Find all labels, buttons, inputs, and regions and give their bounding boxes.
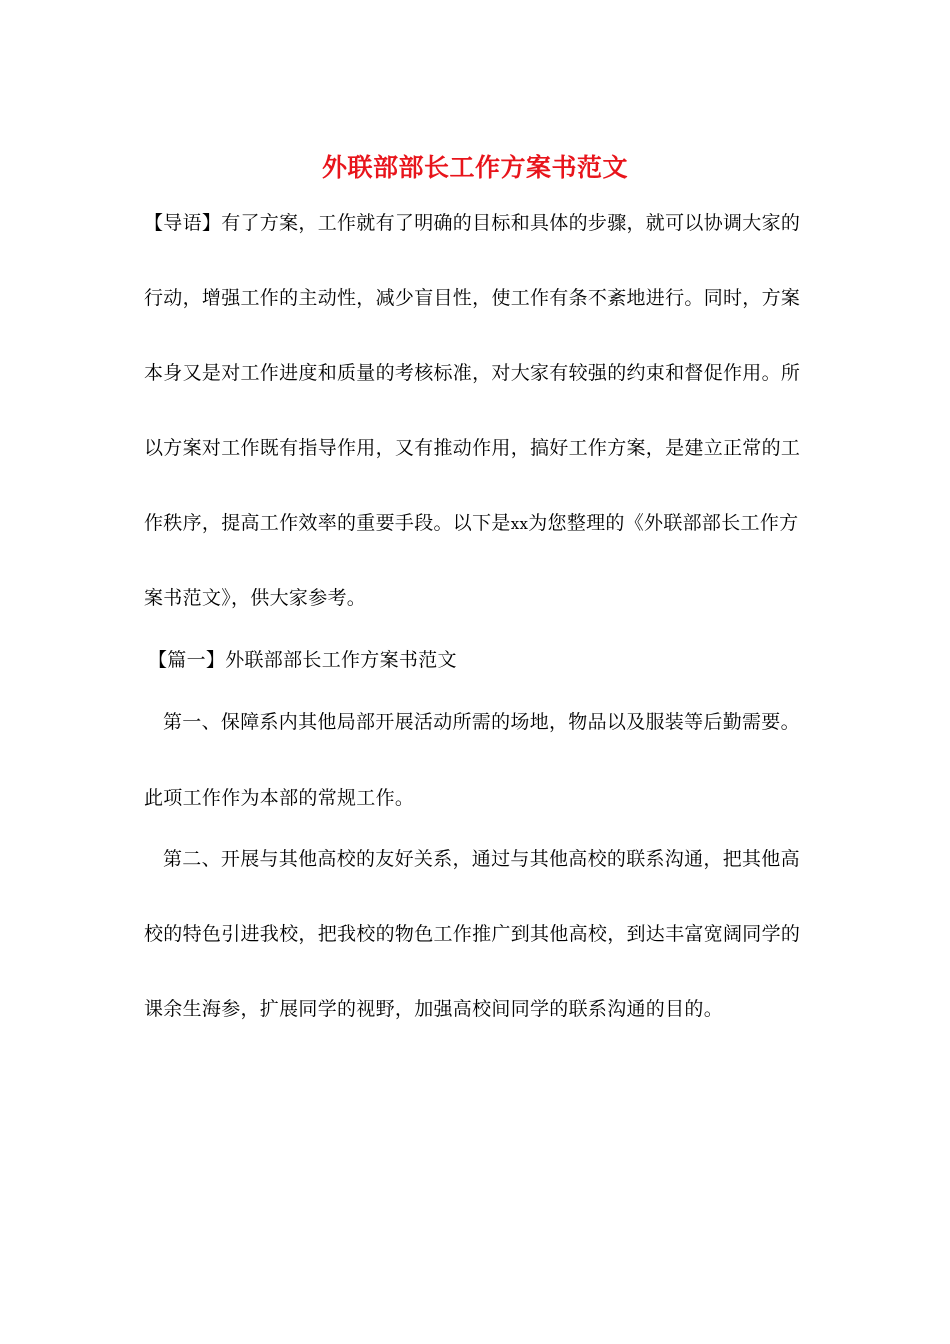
intro-line-4: 以方案对工作既有指导作用，又有推动作用，搞好工作方案，是建立正常的工 [144, 437, 801, 459]
intro-line-5 [144, 509, 824, 538]
para2-line-1: 第二、开展与其他高校的友好关系，通过与其他高校的联系沟通，把其他高 [163, 848, 800, 870]
intro-line-2: 行动，增强工作的主动性，减少盲目性，使工作有条不紊地进行。同时，方案 [144, 287, 801, 309]
intro-line-5-after: 为您整理的《外联部部长工作方 [528, 512, 799, 534]
para1-line-2: 此项工作作为本部的常规工作。 [144, 787, 415, 809]
para2-line-3: 课余生海参，扩展同学的视野，加强高校间同学的联系沟通的目的。 [144, 998, 724, 1020]
intro-line-5-before: 作秩序，提高工作效率的重要手段。以下是 [144, 512, 511, 534]
section-heading: 【篇一】外联部部长工作方案书范文 [148, 649, 457, 671]
document-title: 外联部部长工作方案书范文 [321, 153, 628, 182]
para2-line-2: 校的特色引进我校，把我校的物色工作推广到其他高校，到达丰富宽阔同学的 [144, 923, 801, 945]
para1-line-1: 第一、保障系内其他局部开展活动所需的场地，物品以及服装等后勤需要。 [163, 711, 800, 733]
intro-line-3: 本身又是对工作进度和质量的考核标准，对大家有较强的约束和督促作用。所 [144, 362, 801, 384]
intro-line-1: 【导语】有了方案，工作就有了明确的目标和具体的步骤，就可以协调大家的 [144, 212, 801, 234]
site-placeholder: xx [510, 515, 529, 533]
intro-line-6: 案书范文》，供大家参考。 [144, 587, 367, 609]
